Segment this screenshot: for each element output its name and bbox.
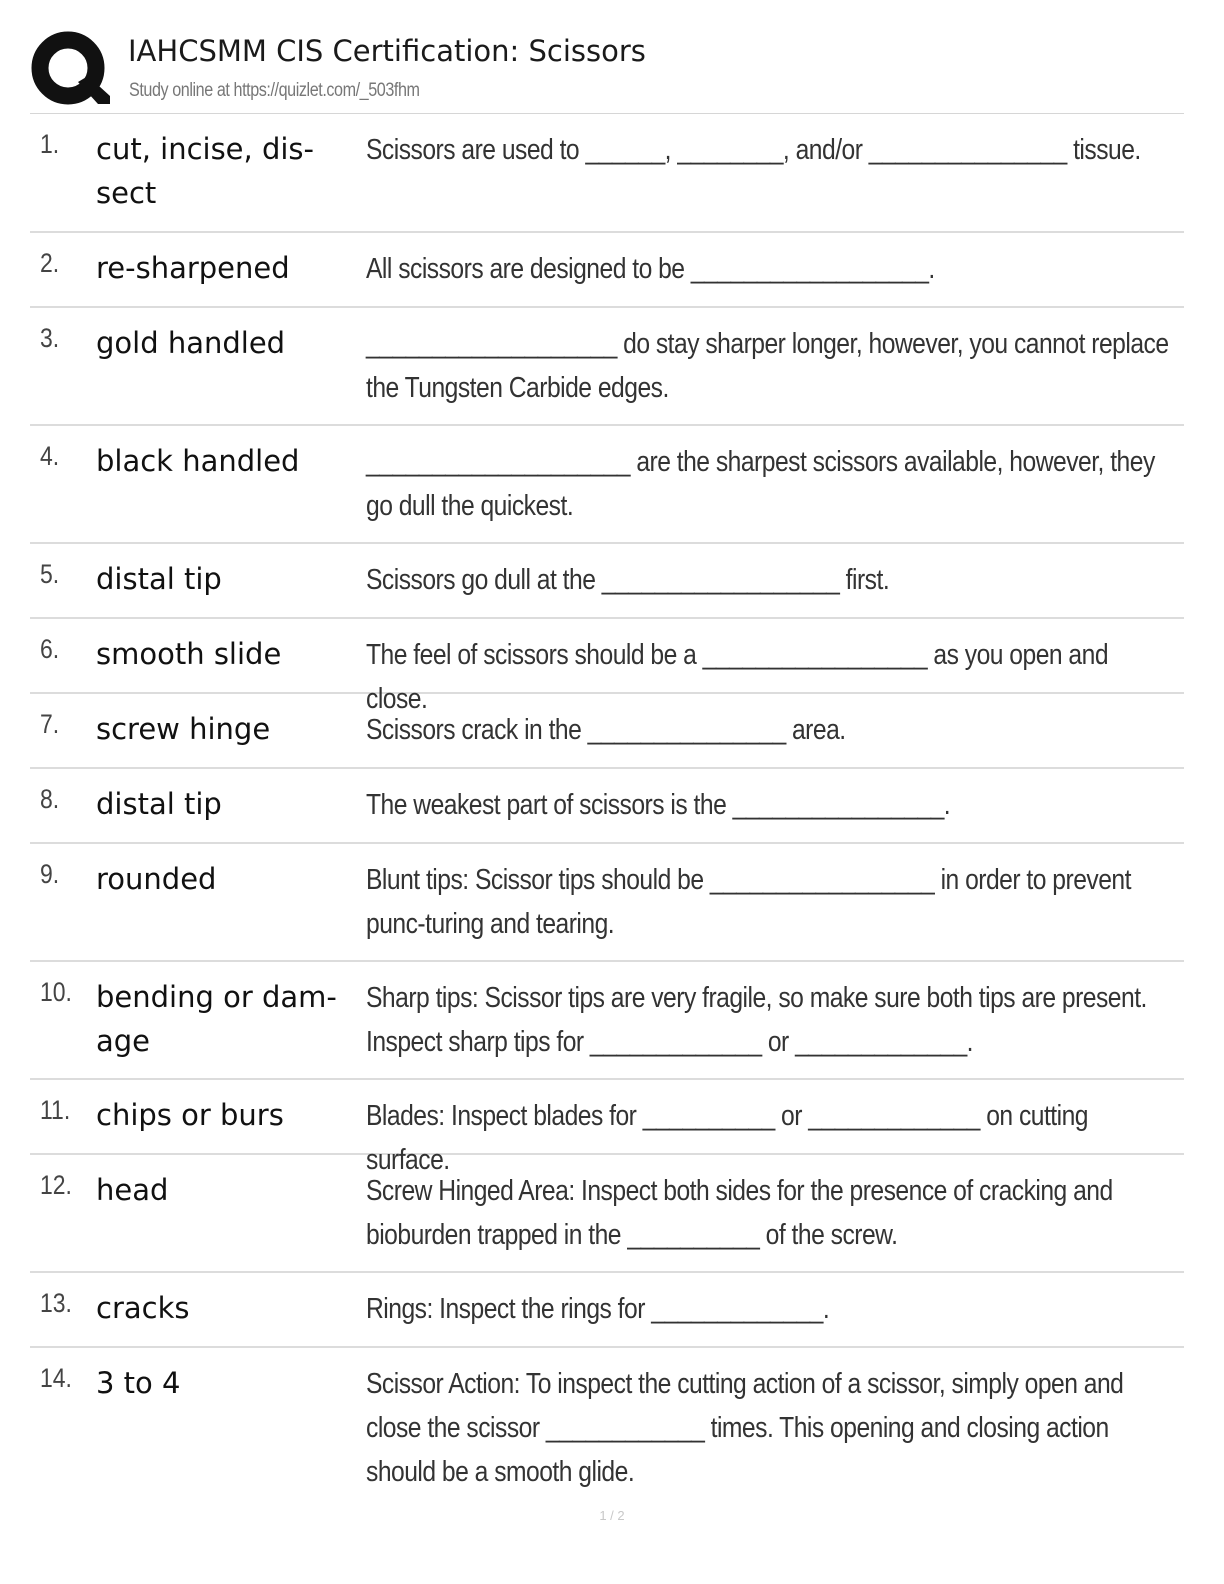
flashcard-row bbox=[30, 114, 1184, 233]
card-definition: Blunt tips: Scissor tips should be _________________ in order to prevent punc-turing and tearing. bbox=[366, 864, 1131, 940]
card-definition: Scissors crack in the _______________ area. bbox=[366, 714, 846, 746]
card-term: head bbox=[96, 1173, 169, 1207]
flashcard-row bbox=[30, 694, 1184, 769]
flashcard-row bbox=[30, 544, 1184, 619]
card-term: screw hinge bbox=[96, 712, 271, 746]
card-number: 6. bbox=[40, 634, 60, 664]
card-number: 11. bbox=[40, 1095, 71, 1125]
card-term: rounded bbox=[96, 862, 217, 896]
card-number: 5. bbox=[40, 559, 60, 589]
flashcard-row bbox=[30, 844, 1184, 962]
card-definition: Scissor Action: To inspect the cutting action of a scissor, simply open and close the scissor ____________ times. This opening and closing action should be a smooth glide. bbox=[366, 1368, 1124, 1488]
page-title: IAHCSMM CIS Certification: Scissors bbox=[128, 34, 646, 68]
card-definition: ___________________ do stay sharper longer, however, you cannot replace the Tungsten Carbide edges. bbox=[366, 328, 1169, 404]
card-term: chips or burs bbox=[96, 1098, 284, 1132]
flashcard-row bbox=[30, 1273, 1184, 1348]
card-term: distal tip bbox=[96, 562, 222, 596]
flashcard-row bbox=[30, 619, 1184, 715]
card-number: 13. bbox=[40, 1288, 72, 1318]
card-term: smooth slide bbox=[96, 637, 282, 671]
card-term: 3 to 4 bbox=[96, 1366, 181, 1400]
card-definition: All scissors are designed to be __________________. bbox=[366, 253, 935, 285]
card-number: 8. bbox=[40, 784, 60, 814]
card-definition: Scissors go dull at the __________________ first. bbox=[366, 564, 890, 596]
flashcard-row bbox=[30, 1080, 1184, 1176]
flashcard-row bbox=[30, 769, 1184, 844]
card-term: cracks bbox=[96, 1291, 190, 1325]
card-definition: ____________________ are the sharpest scissors available, however, they go dull the quickest. bbox=[366, 446, 1155, 522]
document-header bbox=[30, 28, 1184, 114]
flashcard-row bbox=[30, 1155, 1184, 1273]
card-term: bending or dam-age bbox=[96, 980, 337, 1058]
flashcard-row bbox=[30, 962, 1184, 1080]
study-online-link[interactable]: Study online at https://quizlet.com/_503fhm bbox=[129, 80, 420, 101]
card-definition: The weakest part of scissors is the ________________. bbox=[366, 789, 951, 821]
card-term: cut, incise, dis-sect bbox=[96, 132, 314, 210]
card-number: 2. bbox=[40, 248, 60, 278]
card-number: 14. bbox=[40, 1363, 72, 1393]
card-number: 12. bbox=[40, 1170, 72, 1200]
card-term: distal tip bbox=[96, 787, 222, 821]
card-definition: The feel of scissors should be a _________________ as you open and close. bbox=[366, 639, 1109, 715]
flashcard-list bbox=[30, 114, 1184, 1498]
card-term: black handled bbox=[96, 444, 300, 478]
card-number: 3. bbox=[40, 323, 60, 353]
card-number: 10. bbox=[40, 977, 72, 1007]
card-definition: Screw Hinged Area: Inspect both sides for the presence of cracking and bioburden trapped in the __________ of the screw. bbox=[366, 1175, 1113, 1251]
flashcard-row bbox=[30, 426, 1184, 544]
card-number: 1. bbox=[40, 129, 60, 159]
card-definition: Sharp tips: Scissor tips are very fragile, so make sure both tips are present. Inspect sharp tips for _____________ or _____________. bbox=[366, 982, 1147, 1058]
card-definition: Rings: Inspect the rings for _____________. bbox=[366, 1293, 830, 1325]
card-number: 9. bbox=[40, 859, 60, 889]
card-definition: Scissors are used to ______, ________, and/or _______________ tissue. bbox=[366, 134, 1141, 166]
card-number: 7. bbox=[40, 709, 60, 739]
flashcard-row bbox=[30, 1348, 1184, 1498]
card-definition: Blades: Inspect blades for __________ or _____________ on cutting surface. bbox=[366, 1100, 1089, 1176]
card-term: gold handled bbox=[96, 326, 286, 360]
quizlet-logo-icon bbox=[30, 30, 110, 110]
card-term: re-sharpened bbox=[96, 251, 290, 285]
card-number: 4. bbox=[40, 441, 60, 471]
flashcard-row bbox=[30, 233, 1184, 308]
page-number: 1 / 2 bbox=[599, 1508, 625, 1523]
flashcard-row bbox=[30, 308, 1184, 426]
